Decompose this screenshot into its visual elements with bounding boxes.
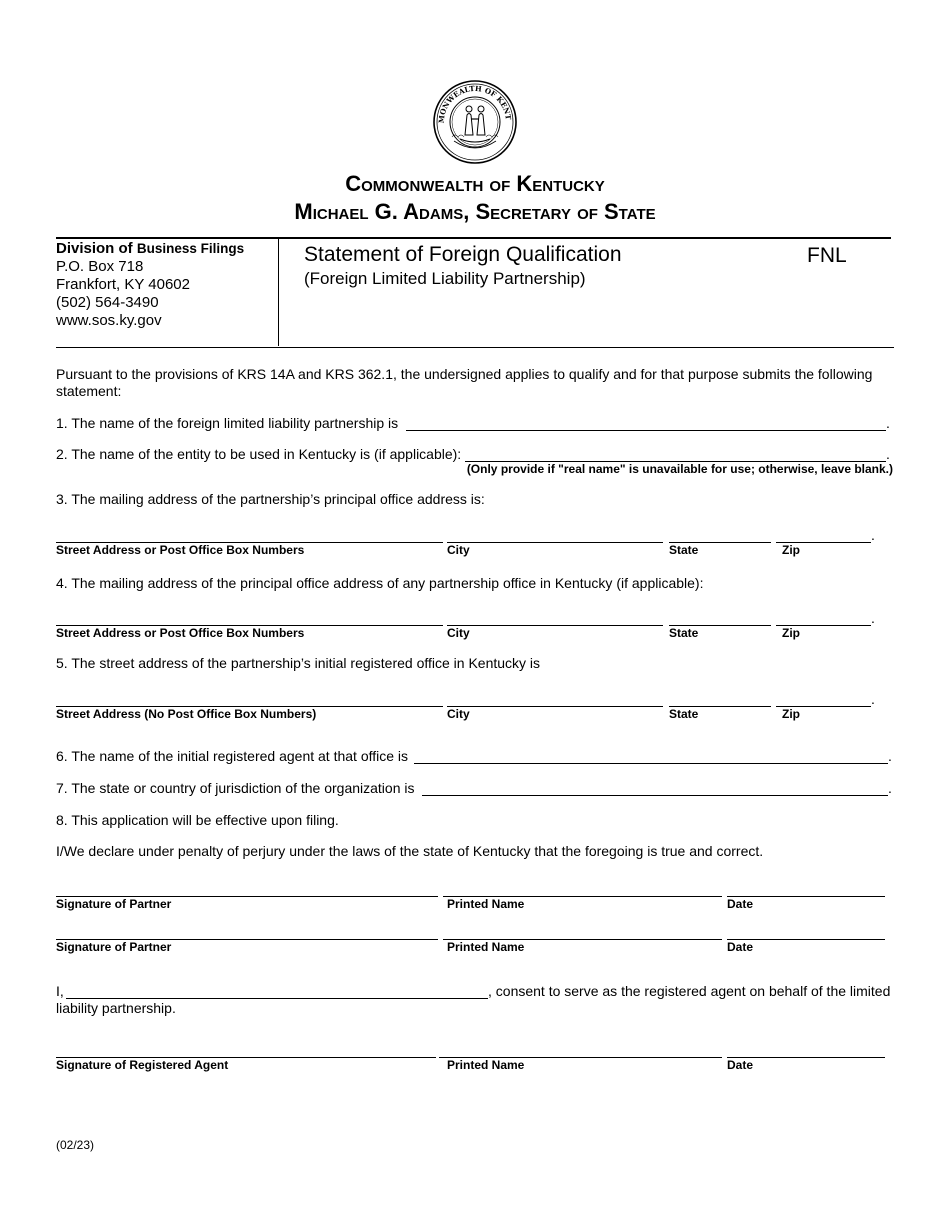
- consent-prefix: I,: [56, 983, 64, 999]
- header-bottom-rule: [56, 347, 894, 348]
- partner-2-date-label: Date: [727, 940, 754, 954]
- revision-date: (02/23): [56, 1138, 95, 1152]
- q1-period: .: [886, 415, 890, 431]
- question-3: 3. The mailing address of the partnership’s principal office address is:: [56, 491, 485, 507]
- q3-zip-label: Zip: [782, 543, 800, 557]
- seal-text-top: MONWEALTH OF KENT: [436, 83, 513, 124]
- agent-printed-name-label: Printed Name: [447, 1058, 525, 1072]
- q5-street-label: Street Address (No Post Office Box Numbers): [56, 707, 317, 721]
- q2-period: .: [886, 446, 890, 462]
- question-8: 8. This application will be effective upon filing.: [56, 812, 339, 828]
- state-seal: [432, 79, 518, 165]
- consent-text-line-2: liability partnership.: [56, 1000, 176, 1016]
- q4-street-label: Street Address or Post Office Box Numbers: [56, 626, 305, 640]
- question-2: 2. The name of the entity to be used in Kentucky is (if applicable):: [56, 446, 462, 462]
- q4-city-field[interactable]: [447, 625, 663, 626]
- q5-city-field[interactable]: [447, 706, 663, 707]
- q4-zip-label: Zip: [782, 626, 800, 640]
- q5-zip-label: Zip: [782, 707, 800, 721]
- q2-note: (Only provide if "real name" is unavailable for use; otherwise, leave blank.): [466, 462, 893, 476]
- division-label: Division of: [56, 240, 133, 257]
- question-7: 7. The state or country of jurisdiction of the organization is: [56, 780, 415, 796]
- office-address-1: P.O. Box 718: [56, 258, 144, 275]
- partner-1-signature-label: Signature of Partner: [56, 897, 172, 911]
- header-line-1: [0, 170, 950, 197]
- partner-2-signature-label: Signature of Partner: [56, 940, 172, 954]
- office-phone: (502) 564-3490: [56, 294, 159, 311]
- intro-text: Pursuant to the provisions of KRS 14A and KRS 362.1, the undersigned applies to qualify and for that purpose submits the following statement:: [56, 366, 873, 399]
- partner-1-date-label: Date: [727, 897, 754, 911]
- agent-name-field[interactable]: [66, 998, 488, 999]
- question-1: 1. The name of the foreign limited liability partnership is: [56, 415, 399, 431]
- question-4: 4. The mailing address of the principal office address of any partnership office in Kentucky (if applicable):: [56, 575, 704, 591]
- partner-1-printed-name-label: Printed Name: [447, 897, 525, 911]
- q6-period: .: [888, 748, 892, 764]
- q3-state-label: State: [669, 543, 699, 557]
- q3-street-label: Street Address or Post Office Box Numbers: [56, 543, 305, 557]
- header-divider: [278, 239, 279, 346]
- office-address-2: Frankfort, KY 40602: [56, 276, 190, 293]
- office-website: www.sos.ky.gov: [56, 312, 162, 329]
- q5-city-label: City: [447, 707, 470, 721]
- q4-city-label: City: [447, 626, 470, 640]
- q4-period: .: [871, 610, 875, 626]
- q5-period: .: [871, 691, 875, 707]
- q5-state-label: State: [669, 707, 699, 721]
- form-subtitle: (Foreign Limited Liability Partnership): [304, 269, 586, 288]
- header-title-2: Michael G. Adams, Secretary of State: [294, 199, 656, 224]
- svg-text:COMMONWEALTH OF KENTUCKY: [432, 79, 513, 124]
- form-code: FNL: [807, 244, 847, 267]
- jurisdiction-field[interactable]: [422, 795, 888, 796]
- top-rule: [56, 237, 891, 239]
- partner-2-printed-name-label: Printed Name: [447, 940, 525, 954]
- office-block: [56, 240, 276, 330]
- agent-signature-label: Signature of Registered Agent: [56, 1058, 229, 1072]
- q4-state-label: State: [669, 626, 699, 640]
- q3-city-label: City: [447, 543, 470, 557]
- q3-period: .: [871, 527, 875, 543]
- consent-text: , consent to serve as the registered agent on behalf of the limited: [488, 983, 891, 999]
- registered-agent-field[interactable]: [414, 763, 888, 764]
- division-name: Business Filings: [136, 241, 245, 256]
- question-5: 5. The street address of the partnership’s initial registered office in Kentucky is: [56, 655, 541, 671]
- q7-period: .: [888, 780, 892, 796]
- partnership-name-field[interactable]: [406, 430, 886, 431]
- header-line-2: [0, 198, 950, 225]
- agent-date-label: Date: [727, 1058, 754, 1072]
- declaration-text: I/We declare under penalty of perjury under the laws of the state of Kentucky that the foregoing is true and correct.: [56, 843, 764, 859]
- header-title-1: Commonwealth of Kentucky: [345, 171, 605, 196]
- q3-city-field[interactable]: [447, 542, 663, 543]
- question-6: 6. The name of the initial registered agent at that office is: [56, 748, 409, 764]
- form-title: Statement of Foreign Qualification: [304, 243, 622, 266]
- division-line: [56, 240, 276, 258]
